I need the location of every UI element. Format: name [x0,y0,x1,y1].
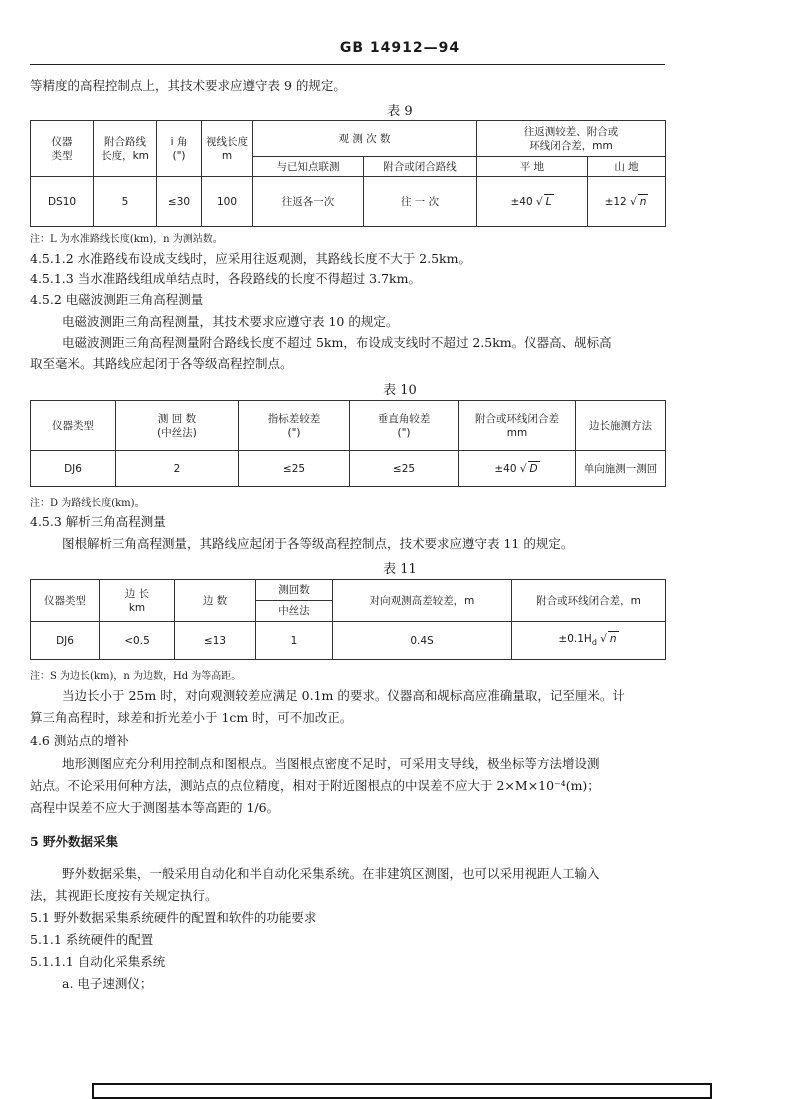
t9-h-closed: 附合或闭合路线 [364,157,477,177]
t10-h-type: 仪器类型 [31,401,116,451]
t11-h-type: 仪器类型 [31,580,100,622]
table11-caption: 表 11 [383,562,417,577]
section-5: 5 野外数据采集 [30,834,119,849]
t10-cell: 2 [116,451,239,487]
t11-h-side: 边 长 km [100,580,175,622]
table-9 [30,120,666,227]
section-4512: 4.5.1.2 水准路线布设成支线时，应采用往返观测，其路线长度不大于 2.5km。 [30,251,471,266]
t9-cell: 100 [202,177,253,227]
section-452: 4.5.2 电磁波测距三角高程测量 [30,292,204,307]
para-452b-1: 电磁波测距三角高程测量附合路线长度不超过 5km，布设成支线时不超过 2.5km。仪器高、觇标高 [62,335,612,350]
t10-h-vangle: 垂直角较差 (") [350,401,459,451]
t9-h-route: 附合路线 长度，km [94,121,157,177]
para-453: 图根解析三角高程测量，其路线应起闭于各等级高程控制点，技术要求应遵守表 11 的规定。 [62,536,574,551]
t9-cell-mountain: ±12 √ n [588,177,666,227]
t9-cell-flat: ±40 √ L [477,177,588,227]
t11-h-close: 附合或环线闭合差，m [512,580,666,622]
t9-h-known: 与已知点联测 [253,157,364,177]
t10-cell: DJ6 [31,451,116,487]
t11-cell-close: $\pm 0.1H_d$ √ n [512,622,666,660]
t10-h-method: 边长施测方法 [576,401,666,451]
t10-h-close: 附合或环线闭合差 mm [459,401,576,451]
section-4513: 4.5.1.3 当水准路线组成单结点时，各段路线的长度不得超过 3.7km。 [30,271,421,286]
t9-h-sight: 视线长度 m [202,121,253,177]
table-11 [30,579,666,660]
t9-cell: 5 [94,177,157,227]
t10-cell: ≤25 [350,451,459,487]
t11-h-count: 测回数 [256,580,333,601]
t9-cell: DS10 [31,177,94,227]
intro-line: 等精度的高程控制点上，其技术要求应遵守表 9 的规定。 [30,78,346,93]
para-46-3: 高程中误差不应大于测图基本等高距的 1/6。 [30,800,280,815]
table9-note: 注：L 为水准路线长度(km)，n 为测站数。 [30,234,223,245]
para-after-1: 当边长小于 25m 时，对向观测较差应满足 0.1m 的要求。仪器高和觇标高应准确量取，记至厘米。计 [62,688,625,703]
t10-cell: ≤25 [239,451,350,487]
t11-h-diff: 对向观测高差较差，m [333,580,512,622]
table-10 [30,400,666,487]
table9-caption: 表 9 [387,104,413,119]
para-5-2: 法，其视距长度按有关规定执行。 [30,888,218,903]
para-after-2: 算三角高程时，球差和折光差小于 1cm 时，可不加改正。 [30,710,353,725]
t9-h-instrument: 仪器 类型 [31,121,94,177]
t11-cell: 1 [256,622,333,660]
section-511: 5.1.1 系统硬件的配置 [30,932,154,947]
section-5111: 5.1.1.1 自动化采集系统 [30,954,166,969]
t9-cell: 往 一 次 [364,177,477,227]
t11-cell: DJ6 [31,622,100,660]
t10-cell-close: ±40 √ D [459,451,576,487]
t11-cell: ≤13 [175,622,256,660]
t10-cell: 单向施测一测回 [576,451,666,487]
table10-caption: 表 10 [383,383,417,398]
header-rule [30,64,665,65]
para-452b-2: 取至毫米。其路线应起闭于各等级高程控制点。 [30,356,293,371]
table11-note: 注：S 为边长(km)，n 为边数，Hd 为等高距。 [30,671,242,682]
page-header: GB 14912—94 [339,40,461,56]
t11-cell: 0.4S [333,622,512,660]
t11-h-count-method: 中丝法 [256,601,333,622]
para-452a: 电磁波测距三角高程测量，其技术要求应遵守表 10 的规定。 [62,314,399,329]
item-a: a. 电子速测仪； [62,976,153,991]
t9-cell: ≤30 [157,177,202,227]
t9-h-diff: 往返测较差、附合或 环线闭合差，mm [477,121,666,157]
table10-note: 注：D 为路线长度(km)。 [30,498,145,509]
bottom-frame [92,1083,712,1099]
t10-h-count: 测 回 数 (中丝法) [116,401,239,451]
t9-h-flat: 平 地 [477,157,588,177]
para-46-1: 地形测图应充分利用控制点和图根点。当图根点密度不足时，可采用支导线，极坐标等方法增设测 [62,756,600,771]
section-46: 4.6 测站点的增补 [30,733,129,748]
section-453: 4.5.3 解析三角高程测量 [30,514,166,529]
t11-cell: <0.5 [100,622,175,660]
section-51: 5.1 野外数据采集系统硬件的配置和软件的功能要求 [30,910,317,925]
t9-h-iangle: i 角 (") [157,121,202,177]
t9-h-mountain: 山 地 [588,157,666,177]
para-46-2: 站点。不论采用何种方法，测站点的点位精度，相对于附近图根点的中误差不应大于 2×M×10⁻⁴(m)； [30,778,600,793]
t11-h-sides: 边 数 [175,580,256,622]
t9-h-obs: 观 测 次 数 [253,121,477,157]
t9-cell: 往返各一次 [253,177,364,227]
para-5-1: 野外数据采集，一般采用自动化和半自动化采集系统。在非建筑区测图，也可以采用视距人工输入 [62,866,600,881]
t10-h-index: 指标差较差 (") [239,401,350,451]
